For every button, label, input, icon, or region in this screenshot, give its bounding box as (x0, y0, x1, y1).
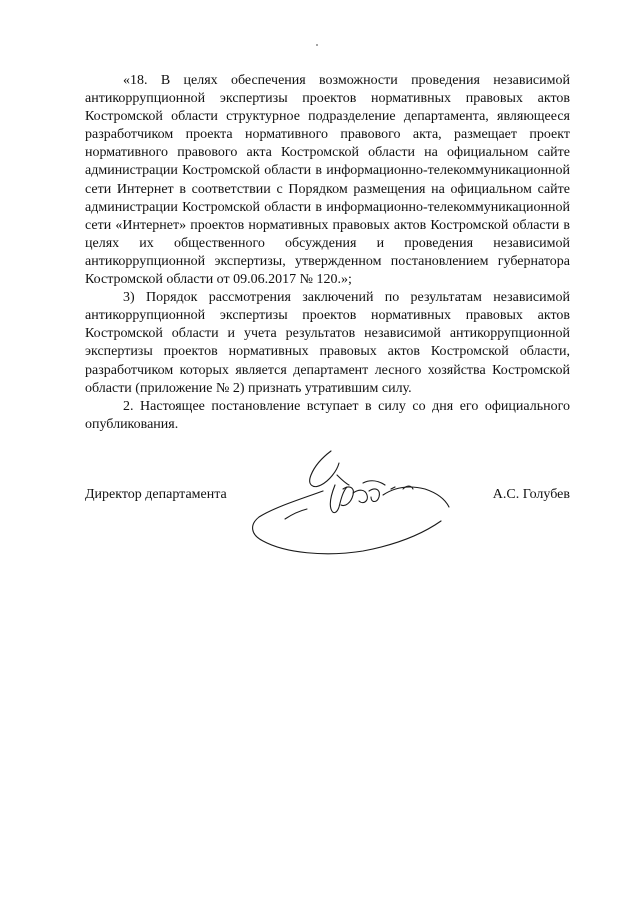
signature-block (85, 486, 570, 504)
scan-dot (316, 44, 318, 46)
document-body (85, 72, 570, 434)
paragraph-item-3: 3) Порядок рассмотрения заключений по результатам независимой антикоррупционной экспертизы проектов нормативных правовых актов Костромской области и учета результатов независимой антикоррупционной экспертизы проектов нормативных правовых актов Костромской области, разработчиком которых является департамент лесного хозяйства Костромской области (приложение № 2) признать утратившим силу. (85, 290, 570, 396)
signatory-name: А.С. Голубев (492, 487, 570, 502)
paragraph-effective-date: 2. Настоящее постановление вступает в силу со дня его официального опубликования. (85, 398, 570, 432)
handwritten-signature (245, 445, 455, 563)
signatory-title: Директор департамента (85, 487, 227, 502)
paragraph-item-18: «18. В целях обеспечения возможности проведения независимой антикоррупционной экспертизы проектов нормативных правовых актов Костромской области структурное подразделение департамента, являющееся разработчиком проекта нормативного правового акта, размещает проект нормативного правового акта Костромской области на официальном сайте администрации Костромской области в информационно-телекоммуникационной сети Интернет в соответствии с Порядком размещения на официальном сайте администрации Костромской области в информационно-телекоммуникационной сети «Интернет» проектов нормативных правовых актов Костромской области в целях их общественного обсуждения и проведения независимой антикоррупционной экспертизы, утвержденном постановлением губернатора Костромской области от 09.06.2017 № 120.»; (85, 73, 570, 288)
